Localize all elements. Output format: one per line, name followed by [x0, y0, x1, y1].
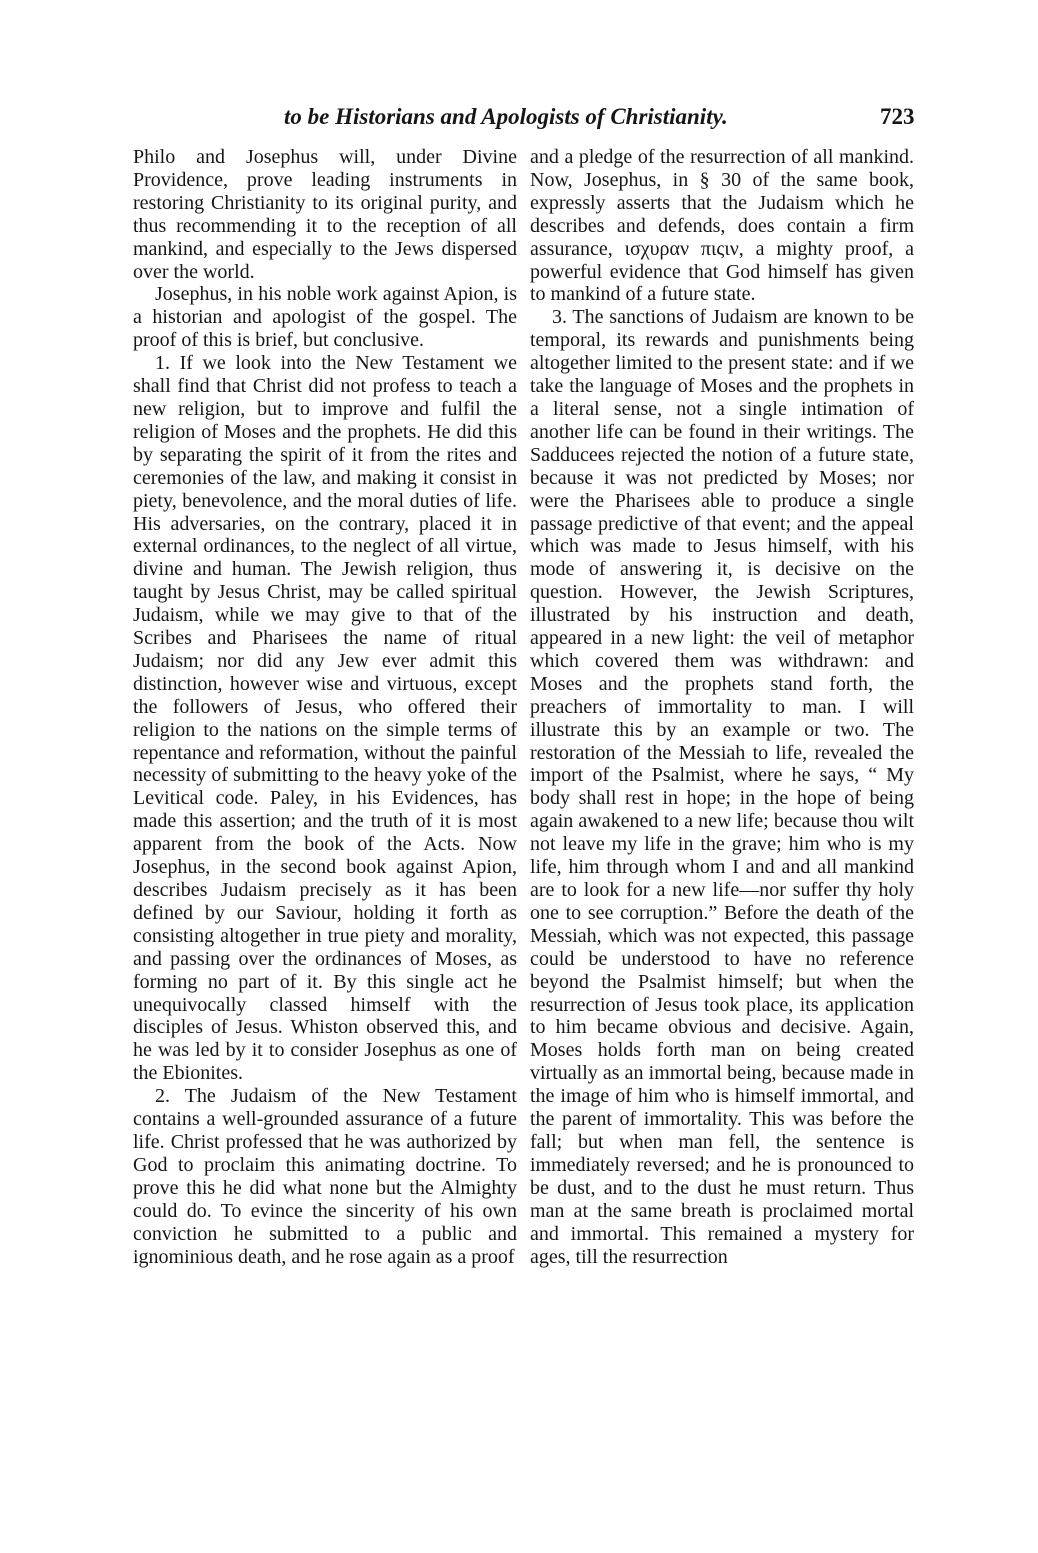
paragraph: 1. If we look into the New Testament we shall find that Christ did not profess to teach a new religion, but to improve and fulfil the religion of Moses and the prophets. He did this by separating the spirit of it from the rites and ceremonies of the law, and making it consist in piety, benevolence, and the moral duties of life. His adversaries, on the contrary, placed it in external ordinances, to the neglect of all virtue, divine and human. The Jewish religion, thus taught by Jesus Christ, may be called spiritual Judaism, while we may give to that of the Scribes and Pharisees the name of ritual Judaism; nor did any Jew ever admit this distinction, however wise and virtuous, except the followers of Jesus, who offered their religion to the nations on the simple terms of repentance and reformation, without the painful necessity of submitting to the heavy yoke of the Levitical code. Paley, in his Evidences, has made this assertion; and the truth of it is most apparent from the book of the Acts. Now Josephus, in the second book against Apion, describes Judaism precisely as it has been defined by our Saviour, holding it forth as consisting altogether in true piety and morality, and passing over the ordinances of Moses, as forming no part of it. By this single act he unequivocally classed himself with the disciples of Jesus. Whiston observed this, and he was led by it to consider Josephus as one of the Ebionites. [133, 352, 517, 1085]
running-title: to be Historians and Apologists of Christianity. [284, 104, 728, 129]
paragraph: Josephus, in his noble work against Apion, is a historian and apologist of the gospel. The proof of this is brief, but conclusive. [133, 283, 517, 352]
right-column [530, 146, 914, 1546]
paragraph: 2. The Judaism of the New Testament contains a well-grounded assurance of a future life. Christ professed that he was authorized by God to proclaim this animating doctrine. To prove this he did what none but the Almighty could do. To evince the sincerity of his own conviction he submitted to a public and ignominious death, and he rose again as a proof [133, 1085, 517, 1268]
page-number: 723 [880, 104, 915, 129]
paragraph: Philo and Josephus will, under Divine Providence, prove leading instruments in restoring Christianity to its original purity, and thus recommending it to the reception of all mankind, and especially to the Jews dispersed over the world. [133, 146, 517, 283]
paragraph: 3. The sanctions of Judaism are known to be temporal, its rewards and punishments being altogether limited to the present state: and if we take the language of Moses and the prophets in a literal sense, not a single intimation of another life can be found in their writings. The Sadducees rejected the notion of a future state, because it was not predicted by Moses; nor were the Pharisees able to produce a single passage predictive of that event; and the appeal which was made to Jesus himself, with his mode of answering it, is decisive on the question. However, the Jewish Scriptures, illustrated by his instruction and death, appeared in a new light: the veil of metaphor which covered them was withdrawn: and Moses and the prophets stand forth, the preachers of immortality to man. I will illustrate this by an example or two. The restoration of the Messiah to life, revealed the import of the Psalmist, where he says, “ My body shall rest in hope; in the hope of being again awakened to a new life; because thou wilt not leave my life in the grave; him who is my life, him through whom I and and all mankind are to look for a new life—nor suffer thy holy one to see corruption.” Before the death of the Messiah, which was not expected, this passage could be understood to have no reference beyond the Psalmist himself; but when the resurrection of Jesus took place, its application to him became obvious and decisive. Again, Moses holds forth man on being created virtually as an immortal being, because made in the image of him who is himself immortal, and the parent of immortality. This was before the fall; but when man fell, the sentence is immediately reversed; and he is pronounced to be dust, and to the dust he must return. Thus man at the same breath is proclaimed mortal and immortal. This remained a mystery for ages, till the resurrection [530, 306, 914, 1268]
running-head [0, 104, 1038, 138]
paragraph: and a pledge of the resurrection of all mankind. Now, Josephus, in § 30 of the same book, expressly asserts that the Judaism which he describes and defends, does contain a firm assurance, ισχυραν πιςιν, a mighty proof, a powerful evidence that God himself has given to mankind of a future state. [530, 146, 914, 306]
left-column [133, 146, 517, 1546]
